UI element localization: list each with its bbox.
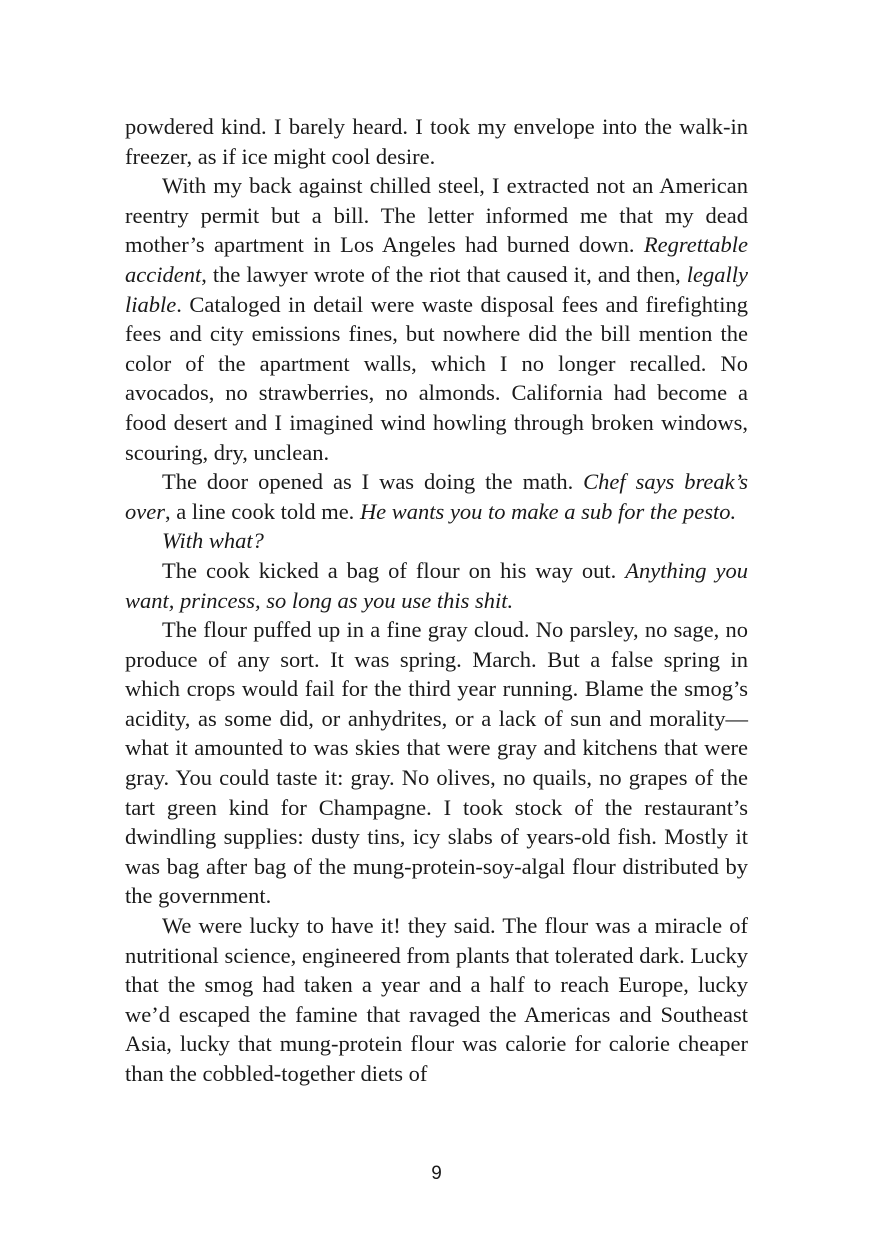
text-segment: powdered kind. I barely heard. I took my envelope into the walk-in freezer, as if ice might cool desire. [125, 114, 748, 169]
text-segment: , the lawyer wrote of the riot that caused it, and then, [201, 261, 687, 287]
text-segment: We were lucky to have it! they said. The flour was a miracle of nutritional science, engineered from plants that tolerated dark. Lucky that the smog had taken a year and a half to reach Europe, lucky we’d escaped the famine that ravaged the Americas and Southeast Asia, lucky that mung-protein flour was calorie for calorie cheaper than the cobbled-together diets of [125, 913, 748, 1086]
paragraph [125, 467, 748, 526]
text-segment: , a line cook told me. [164, 498, 360, 524]
paragraph [125, 615, 748, 911]
italic-segment: legally liable [125, 261, 748, 317]
body-text [125, 112, 748, 1089]
italic-segment: Anything you want, princess, so long as you use this shit. [125, 557, 748, 613]
text-segment: With my back against chilled steel, I extracted not an American reentry permit but a bill. The letter informed me that my dead mother’s apartment in Los Angeles had burned down. [125, 173, 748, 258]
text-segment: The door opened as I was doing the math. [162, 469, 584, 495]
text-segment: . Cataloged in detail were waste disposal fees and firefighting fees and city emissions fines, but nowhere did the bill mention the color of the apartment walls, which I no longer recalled. No avocados, no strawberries, no almonds. California had become a food desert and I imagined wind howling through broken windows, scouring, dry, unclean. [125, 291, 748, 465]
paragraph [125, 556, 748, 615]
italic-segment: With what? [162, 528, 264, 554]
text-segment: The flour puffed up in a fine gray cloud. No parsley, no sage, no produce of any sort. It was spring. March. But a false spring in which crops would fail for the third year running. Blame the smog’s acidity, as some did, or anhydrites, or a lack of sun and morality—what it amounted to was skies that were gray and kitchens that were gray. You could taste it: gray. No olives, no quails, no grapes of the tart green kind for Champagne. I took stock of the restaurant’s dwindling supplies: dusty tins, icy slabs of years-old fish. Mostly it was bag after bag of the mung-protein-soy-algal flour distributed by the government. [125, 617, 748, 909]
italic-segment: Chef says break’s over [125, 469, 748, 524]
paragraph [125, 526, 748, 556]
paragraph [125, 171, 748, 467]
page-number: 9 [431, 1163, 442, 1184]
italic-segment: He wants you to make a sub for the pesto. [359, 498, 737, 524]
italic-segment: Regrettable accident [125, 232, 748, 287]
text-segment: The cook kicked a bag of flour on his way out. [162, 557, 626, 583]
paragraph [125, 911, 748, 1089]
paragraph [125, 112, 748, 171]
